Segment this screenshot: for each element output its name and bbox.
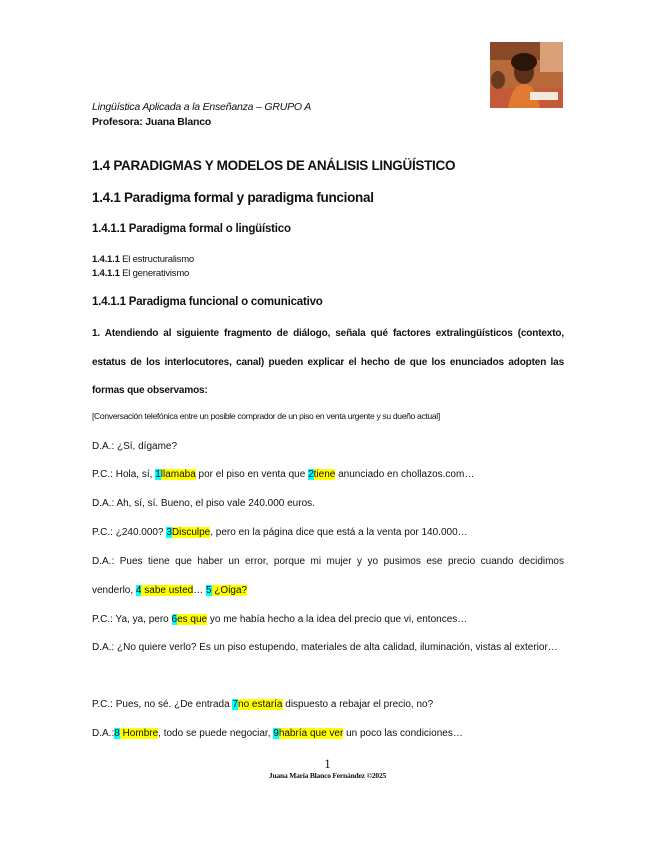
subheading-text: El estructuralismo: [119, 254, 194, 265]
subheading-text: El generativismo: [119, 268, 190, 279]
marker-number: 3: [166, 527, 172, 538]
line-text: por el piso en venta que: [195, 469, 309, 480]
dialogue-line-6: [92, 614, 564, 625]
line-text: un poco las condiciones…: [343, 728, 463, 739]
highlighted-phrase: sabe usted: [141, 584, 194, 596]
highlighted-phrase: Disculpe: [171, 527, 211, 538]
exercise-instruction: [92, 320, 564, 406]
dialogue-line-8: [92, 699, 564, 710]
highlighted-phrase: ¿Oiga?: [211, 584, 248, 596]
page-number: 1: [324, 756, 331, 771]
line-text: , todo se puede negociar,: [158, 728, 274, 739]
dialogue-line-4: [92, 527, 564, 538]
dialogue-line-1: D.A.: ¿Sí, dígame?: [92, 441, 178, 452]
marker-number: 6: [171, 614, 178, 625]
line-text: , pero en la página dice que está a la venta por 140.000…: [210, 527, 468, 538]
subheading-number: 1.4.1.1: [92, 254, 120, 265]
marker-number: 7: [232, 699, 239, 710]
subheading-generativismo: [92, 268, 189, 279]
line-text: D.A.:: [92, 728, 115, 739]
section-heading: 1.4 PARADIGMAS Y MODELOS DE ANÁLISIS LINGÜÍSTICO: [92, 158, 456, 173]
exercise-number: 1.: [92, 328, 101, 339]
dialogue-line-3: D.A.: Ah, sí, sí. Bueno, el piso vale 240.000 euros.: [92, 498, 315, 509]
exercise-text: Atendiendo al siguiente fragmento de diálogo, señala qué factores extralingüísticos (contexto, estatus de los interlocutores, canal) pueden explicar el hecho de que los enunciados adopten las formas que observamos:: [92, 328, 564, 396]
context-note: [Conversación telefónica entre un posible comprador de un piso en venta urgente y su dueño actual]: [92, 411, 440, 421]
highlighted-phrase: Hombre: [119, 728, 159, 739]
marker-number: 2: [308, 469, 314, 480]
dialogue-line-5: [92, 548, 564, 605]
marker-number: 4: [135, 584, 142, 596]
subsection-heading: 1.4.1 Paradigma formal y paradigma funcional: [92, 190, 374, 205]
line-text: P.C.: Hola, sí,: [92, 469, 156, 480]
highlighted-phrase: no estaría: [238, 699, 283, 710]
line-text: …: [193, 584, 206, 596]
dialogue-line-7: D.A.: ¿No quiere verlo? Es un piso estupendo, materiales de alta calidad, iluminación, vistas al exterior…: [92, 642, 558, 653]
highlighted-phrase: tiene: [313, 469, 336, 480]
subheading-number: 1.4.1.1: [92, 268, 120, 279]
line-text: D.A.: Pues tiene que haber un error, porque mi mujer y yo pusimos ese precio cuando decidimos venderlo,: [92, 556, 564, 596]
professor-name: Profesora: Juana Blanco: [92, 116, 212, 128]
line-text: anunciado en chollazos.com…: [335, 469, 475, 480]
line-text: dispuesto a rebajar el precio, no?: [282, 699, 434, 710]
highlighted-phrase: llamaba: [160, 469, 196, 480]
heading-funcional: 1.4.1.1 Paradigma funcional o comunicativo: [92, 296, 323, 308]
highlighted-phrase: habría que ver: [278, 728, 344, 739]
marker-number: 9: [273, 728, 279, 739]
subheading-estructuralismo: [92, 254, 194, 265]
dialogue-line-2: [92, 469, 564, 480]
heading-formal: 1.4.1.1 Paradigma formal o lingüístico: [92, 223, 291, 235]
marker-number: 5: [205, 584, 212, 596]
copyright-footer: Juana María Blanco Fernández ©2025: [268, 771, 387, 780]
highlighted-phrase: es que: [177, 614, 208, 625]
line-text: yo me había hecho a la idea del precio que vi, entonces…: [207, 614, 468, 625]
marker-number: 8: [114, 728, 120, 739]
line-text: P.C.: Ya, ya, pero: [92, 614, 172, 625]
dialogue-line-9: [92, 728, 564, 739]
marker-number: 1: [155, 469, 161, 480]
header-photo: [490, 42, 563, 108]
line-text: P.C.: ¿240.000?: [92, 527, 167, 538]
line-text: P.C.: Pues, no sé. ¿De entrada: [92, 699, 233, 710]
course-title: Lingüística Aplicada a la Enseñanza – GRUPO A: [92, 101, 312, 113]
